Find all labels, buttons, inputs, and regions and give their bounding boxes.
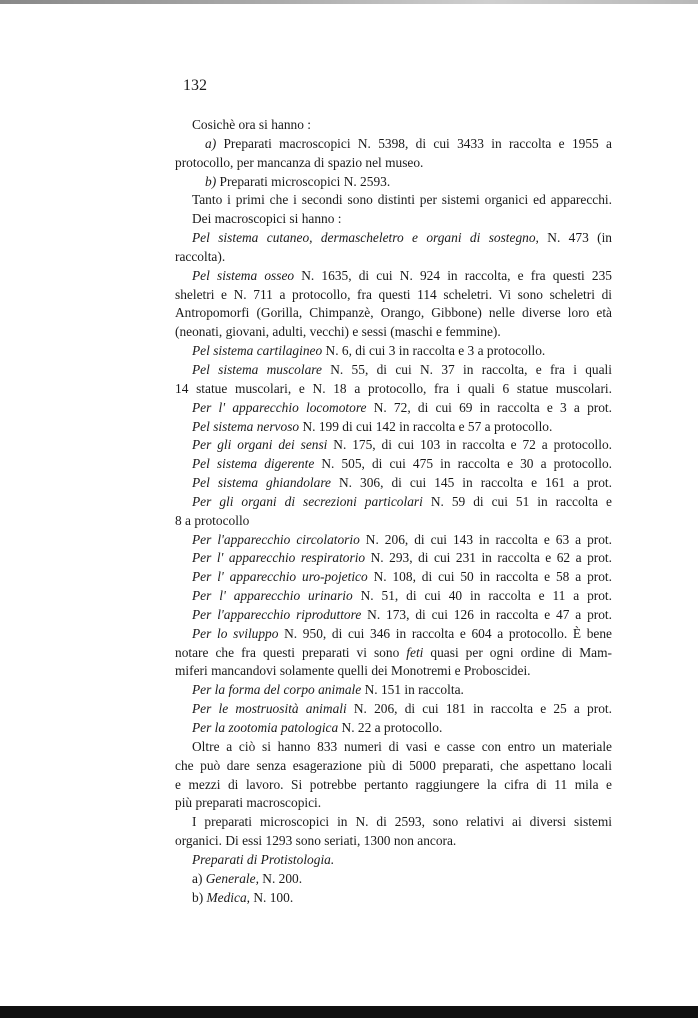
text: (neonati, giovani, adulti, vecchi) e sessi (maschi e femmine). [175,324,501,340]
text-line [175,173,612,192]
text-line [175,474,612,493]
text-line [175,549,612,568]
text-line [175,719,612,738]
text: Tanto i primi che i secondi sono distinti per sistemi organici ed apparecchi. [192,192,612,208]
italic-text: Per la zootomia patologica [192,720,339,735]
text-line [175,493,612,512]
text-line [175,606,612,625]
italic-text: Pel sistema cartilagineo [192,343,323,359]
italic-text: Generale, [205,870,259,886]
text: Preparati microscopici N. 2593. [216,173,391,189]
text: più preparati macroscopici. [175,795,322,811]
text: N. 293, di cui 231 in raccolta e 62 a prot. [365,550,612,566]
text-line [175,531,612,550]
italic-text: Pel sistema ghiandolare [192,475,331,491]
text: N. 206, di cui 143 in raccolta e 63 a prot. [359,531,612,547]
italic-text: Per le mostruosità animali [192,701,347,717]
text: 14 statue muscolari, e N. 18 a protocollo, fra i quali 6 statue muscolari. [175,380,612,396]
italic-text: Per gli organi di secrezioni particolari [192,493,423,509]
italic-text: Per la forma del corpo animale [192,682,362,698]
text: Dei macroscopici si hanno : [192,211,342,227]
text: N. 59 di cui 51 in raccolta e [422,493,612,509]
italic-text: b) [205,173,217,189]
page-number: 132 [183,77,207,94]
text: raccolta). [175,248,226,264]
text: b) [192,889,207,905]
text-line [175,568,612,587]
text: N. 51, di cui 40 in raccolta e 11 a prot. [352,588,612,604]
text-line [175,512,612,531]
text-line [175,267,612,286]
text: 8 a protocollo [175,512,250,528]
italic-text: feti [406,644,424,660]
italic-text: Medica, [206,889,251,905]
text-line [175,794,612,813]
text: protocollo, per mancanza di spazio nel museo. [175,154,424,170]
text-line [175,662,612,681]
scan-bottom-edge [0,1006,698,1018]
page-body-text [175,116,612,907]
text-line [175,304,612,323]
text: N. 505, di cui 475 in raccolta e 30 a protocollo. [314,456,612,472]
text: N. 200. [258,870,303,886]
text-line [175,700,612,719]
italic-text: Per lo sviluppo [192,625,279,641]
text: N. 1635, di cui N. 924 in raccolta, e fra questi 235 [294,267,612,283]
text-line [175,625,612,644]
text-line [175,399,612,418]
text: N. 199 di cui 142 in raccolta e 57 a protocollo. [299,418,553,434]
text: organici. Di essi 1293 sono seriati, 1300 non ancora. [175,833,457,849]
italic-text: Per l' apparecchio urinario [192,588,353,604]
text: Oltre a ciò si hanno 833 numeri di vasi e casse con entro un materiale [192,738,612,754]
text: N. 473 (in [538,230,612,246]
text: Antropomorfi (Gorilla, Chimpanzè, Orango, Gibbone) nelle diverse loro età [175,305,612,321]
text-line [175,681,612,700]
italic-text: Pel sistema muscolare [192,361,322,377]
text-line [175,455,612,474]
text: quasi per ogni ordine di Mam- [423,644,612,660]
text-line [175,889,612,908]
text-line [175,116,612,135]
text-line [175,644,612,663]
text-line [175,870,612,889]
text: a) [192,870,206,886]
text: Cosichè ora si hanno : [192,117,312,132]
text: N. 6, di cui 3 in raccolta e 3 a protocollo. [322,343,546,359]
italic-text: Per l'apparecchio circolatorio [192,531,360,547]
text-line [175,380,612,399]
text: che può dare senza esagerazione più di 5000 preparati, che aspettano locali [175,757,612,773]
text: e mezzi di lavoro. Si potrebbe pertanto raggiungere la cifra di 11 mila e [175,776,612,792]
text-line [175,135,612,154]
text-line [175,229,612,248]
text: N. 151 in raccolta. [361,682,464,698]
scan-top-edge [0,0,698,4]
text-line [175,286,612,305]
text: N. 206, di cui 181 in raccolta e 25 a prot. [346,701,612,717]
text: miferi mancandovi solamente quelli dei Monotremi e Proboscidei. [175,663,531,679]
text: N. 100. [250,889,294,905]
text: N. 306, di cui 145 in raccolta e 161 a prot. [330,475,612,491]
italic-text: Pel sistema osseo [192,267,295,283]
text: N. 173, di cui 126 in raccolta e 47 a prot. [361,606,612,622]
italic-text: Pel sistema digerente [192,456,315,472]
text-line [175,587,612,606]
text: N. 108, di cui 50 in raccolta e 58 a prot. [367,569,612,585]
text-line [175,757,612,776]
text: N. 72, di cui 69 in raccolta e 3 a prot. [366,399,612,415]
text: N. 175, di cui 103 in raccolta e 72 a protocollo. [327,437,612,453]
text-line [175,813,612,832]
italic-text: Per gli organi dei sensi [192,437,328,453]
italic-text: Per l' apparecchio locomotore [192,399,367,415]
text-line [175,342,612,361]
text-line [175,436,612,455]
text-line [175,832,612,851]
italic-text: Per l' apparecchio respiratorio [192,550,366,566]
italic-text: Pel sistema nervoso [192,418,300,434]
text: N. 22 a protocollo. [338,720,443,735]
text: Preparati macroscopici N. 5398, di cui 3433 in raccolta e 1955 a [216,135,612,151]
text-line [175,210,612,229]
text-line [175,851,612,870]
text-line [175,248,612,267]
text-line [175,191,612,210]
italic-text: Pel sistema cutaneo, dermascheletro e organi di sostegno, [192,230,539,246]
text-line [175,361,612,380]
italic-text: Per l'apparecchio riproduttore [192,606,362,622]
text: notare che fra questi preparati vi sono [175,644,407,660]
text: N. 55, di cui N. 37 in raccolta, e fra i quali [321,361,612,377]
text-line [175,154,612,173]
text-line [175,738,612,757]
italic-text: Preparati di Protistologia. [192,851,335,867]
text-line [175,418,612,437]
text-line [175,323,612,342]
text: N. 950, di cui 346 in raccolta e 604 a protocollo. È bene [278,625,612,641]
italic-text: Per l' apparecchio uro-pojetico [192,569,368,585]
text: sheletri e N. 711 a protocollo, fra questi 114 scheletri. Vi sono scheletri di [175,286,612,302]
text-line [175,776,612,795]
italic-text: a) [205,135,217,151]
text: I preparati microscopici in N. di 2593, sono relativi ai diversi sistemi [192,814,612,830]
